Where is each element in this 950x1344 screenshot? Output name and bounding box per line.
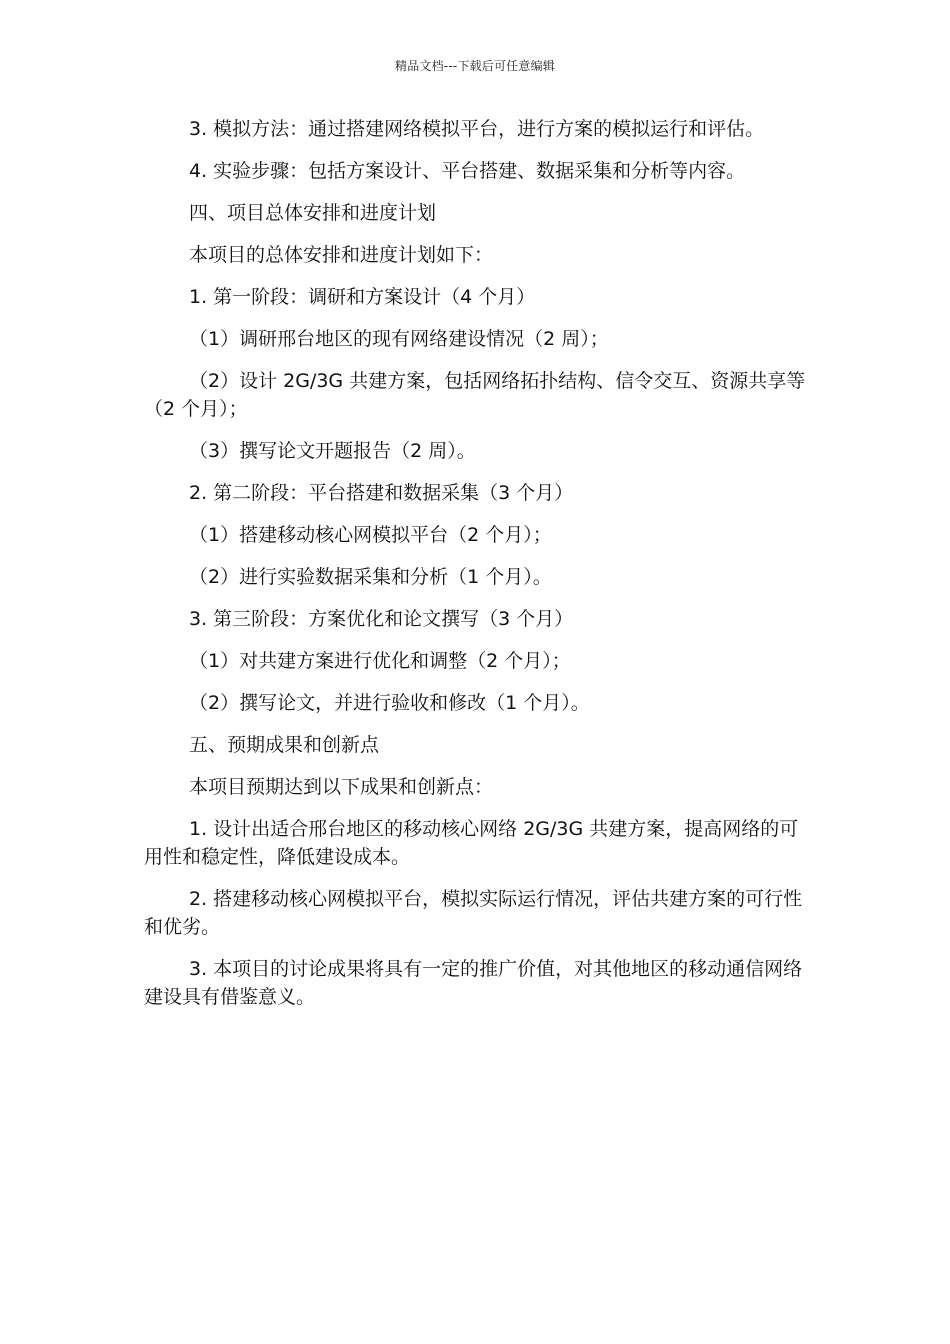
section-heading-schedule: 四、项目总体安排和进度计划 xyxy=(189,202,437,224)
paragraph-outcomes-intro: 本项目预期达到以下成果和创新点： xyxy=(189,776,494,798)
phase-2-item-1: （1）搭建移动核心网模拟平台（2 个月）； xyxy=(189,524,552,546)
phase-3-item-1: （1）对共建方案进行优化和调整（2 个月）； xyxy=(189,650,571,672)
outcome-item-2: 2. 搭建移动核心网模拟平台，模拟实际运行情况，评估共建方案的可行性和优劣。 xyxy=(144,888,803,938)
paragraph-simulation-method: 3. 模拟方法：通过搭建网络模拟平台，进行方案的模拟运行和评估。 xyxy=(189,118,765,140)
phase-1-title: 1. 第一阶段：调研和方案设计（4 个月） xyxy=(189,286,536,308)
outcome-item-1: 1. 设计出适合邢台地区的移动核心网络 2G/3G 共建方案，提高网络的可用性和稳定性，降低建设成本。 xyxy=(144,818,799,868)
phase-2-item-2: （2）进行实验数据采集和分析（1 个月）。 xyxy=(189,566,552,588)
phase-1-item-2: （2）设计 2G/3G 共建方案，包括网络拓扑结构、信令交互、资源共享等（2 个月）； xyxy=(144,370,806,420)
phase-3-title: 3. 第三阶段：方案优化和论文撰写（3 个月） xyxy=(189,608,574,630)
phase-1-item-3: （3）撰写论文开题报告（2 周）。 xyxy=(189,440,476,462)
document-body xyxy=(144,115,809,1011)
outcome-item-3: 3. 本项目的讨论成果将具有一定的推广价值，对其他地区的移动通信网络建设具有借鉴意义。 xyxy=(144,958,803,1008)
phase-3-item-2: （2）撰写论文，并进行验收和修改（1 个月）。 xyxy=(189,692,590,714)
section-heading-outcomes: 五、预期成果和创新点 xyxy=(189,734,380,756)
page-header: 精品文档---下载后可任意编辑 xyxy=(395,59,555,73)
paragraph-experiment-steps: 4. 实验步骤：包括方案设计、平台搭建、数据采集和分析等内容。 xyxy=(189,160,746,182)
paragraph-schedule-intro: 本项目的总体安排和进度计划如下： xyxy=(189,244,494,266)
phase-2-title: 2. 第二阶段：平台搭建和数据采集（3 个月） xyxy=(189,482,574,504)
phase-1-item-1: （1）调研邢台地区的现有网络建设情况（2 周）； xyxy=(189,328,609,350)
